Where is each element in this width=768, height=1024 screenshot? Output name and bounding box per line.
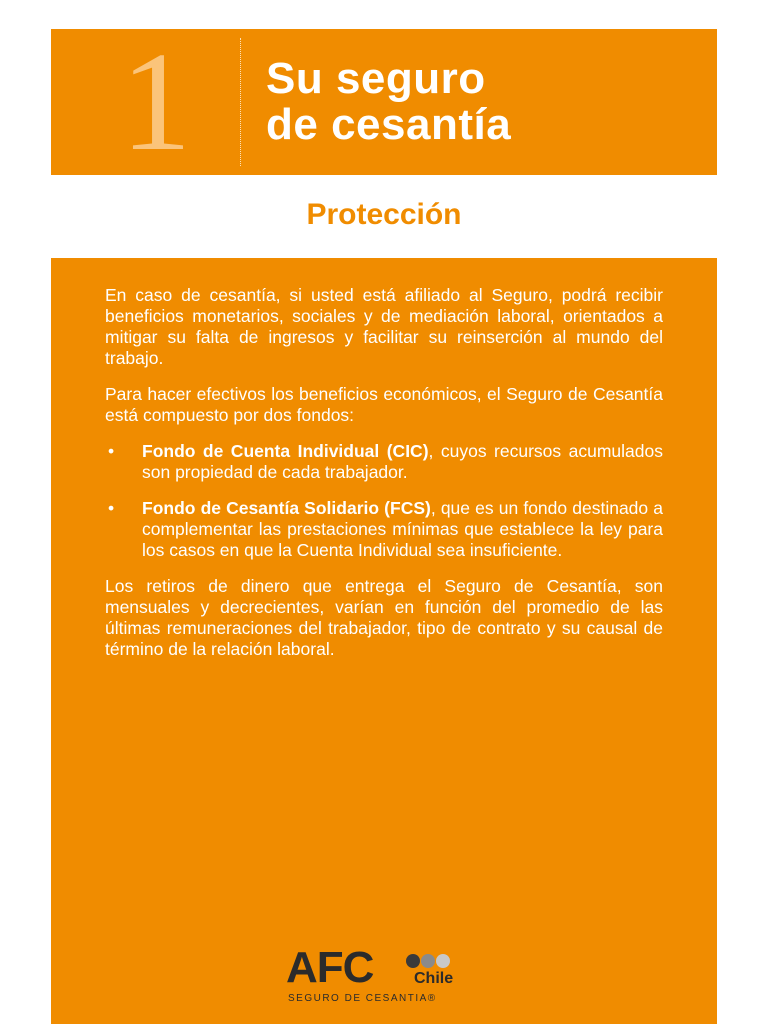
closing-paragraph: Los retiros de dinero que entrega el Seguro de Cesantía, son mensuales y decrecientes, varían en función del promedio de las últimas remuneraciones del trabajador, tipo de contrato y su causal de término de la relación laboral. bbox=[105, 576, 663, 659]
logo-dot bbox=[406, 954, 420, 968]
fund-name: Fondo de Cuenta Individual (CIC) bbox=[142, 441, 429, 461]
fund-description: , que es un fondo destinado a complementar las prestaciones mínimas que establece la ley para los casos en que la Cuenta Individual sea insuficiente. bbox=[142, 498, 664, 560]
page-title-line-2: de cesantía bbox=[266, 100, 512, 149]
section-subtitle: Protección bbox=[306, 198, 462, 231]
funds-list bbox=[105, 441, 663, 561]
intro-paragraph: En caso de cesantía, si usted está afiliado al Seguro, podrá recibir beneficios monetarios, sociales y de mediación laboral, orientados a mitigar su falta de ingresos y facilitar su reinserción al mundo del trabajo. bbox=[105, 285, 663, 368]
logo-dot bbox=[421, 954, 435, 968]
bullet-icon: • bbox=[108, 498, 115, 518]
fund-name: Fondo de Cesantía Solidario (FCS) bbox=[142, 498, 431, 518]
logo-dot bbox=[436, 954, 450, 968]
logo-country: Chile bbox=[414, 970, 454, 987]
funds-intro-paragraph: Para hacer efectivos los beneficios económicos, el Seguro de Cesantía está compuesto por dos fondos: bbox=[105, 384, 663, 425]
logo-brand: AFC bbox=[286, 943, 374, 992]
page-title-line-1: Su seguro bbox=[266, 54, 486, 103]
fund-description: , cuyos recursos acumulados son propiedad de cada trabajador. bbox=[142, 441, 663, 482]
header-divider bbox=[240, 38, 241, 166]
page-title bbox=[266, 56, 511, 148]
list-item bbox=[105, 441, 663, 483]
chapter-number: 1 bbox=[120, 22, 192, 180]
bullet-icon: • bbox=[108, 441, 115, 461]
logo-tagline: SEGURO DE CESANTIA® bbox=[288, 993, 437, 1004]
afc-chile-logo bbox=[286, 944, 486, 1006]
list-item bbox=[105, 498, 663, 561]
body-text bbox=[105, 285, 663, 675]
